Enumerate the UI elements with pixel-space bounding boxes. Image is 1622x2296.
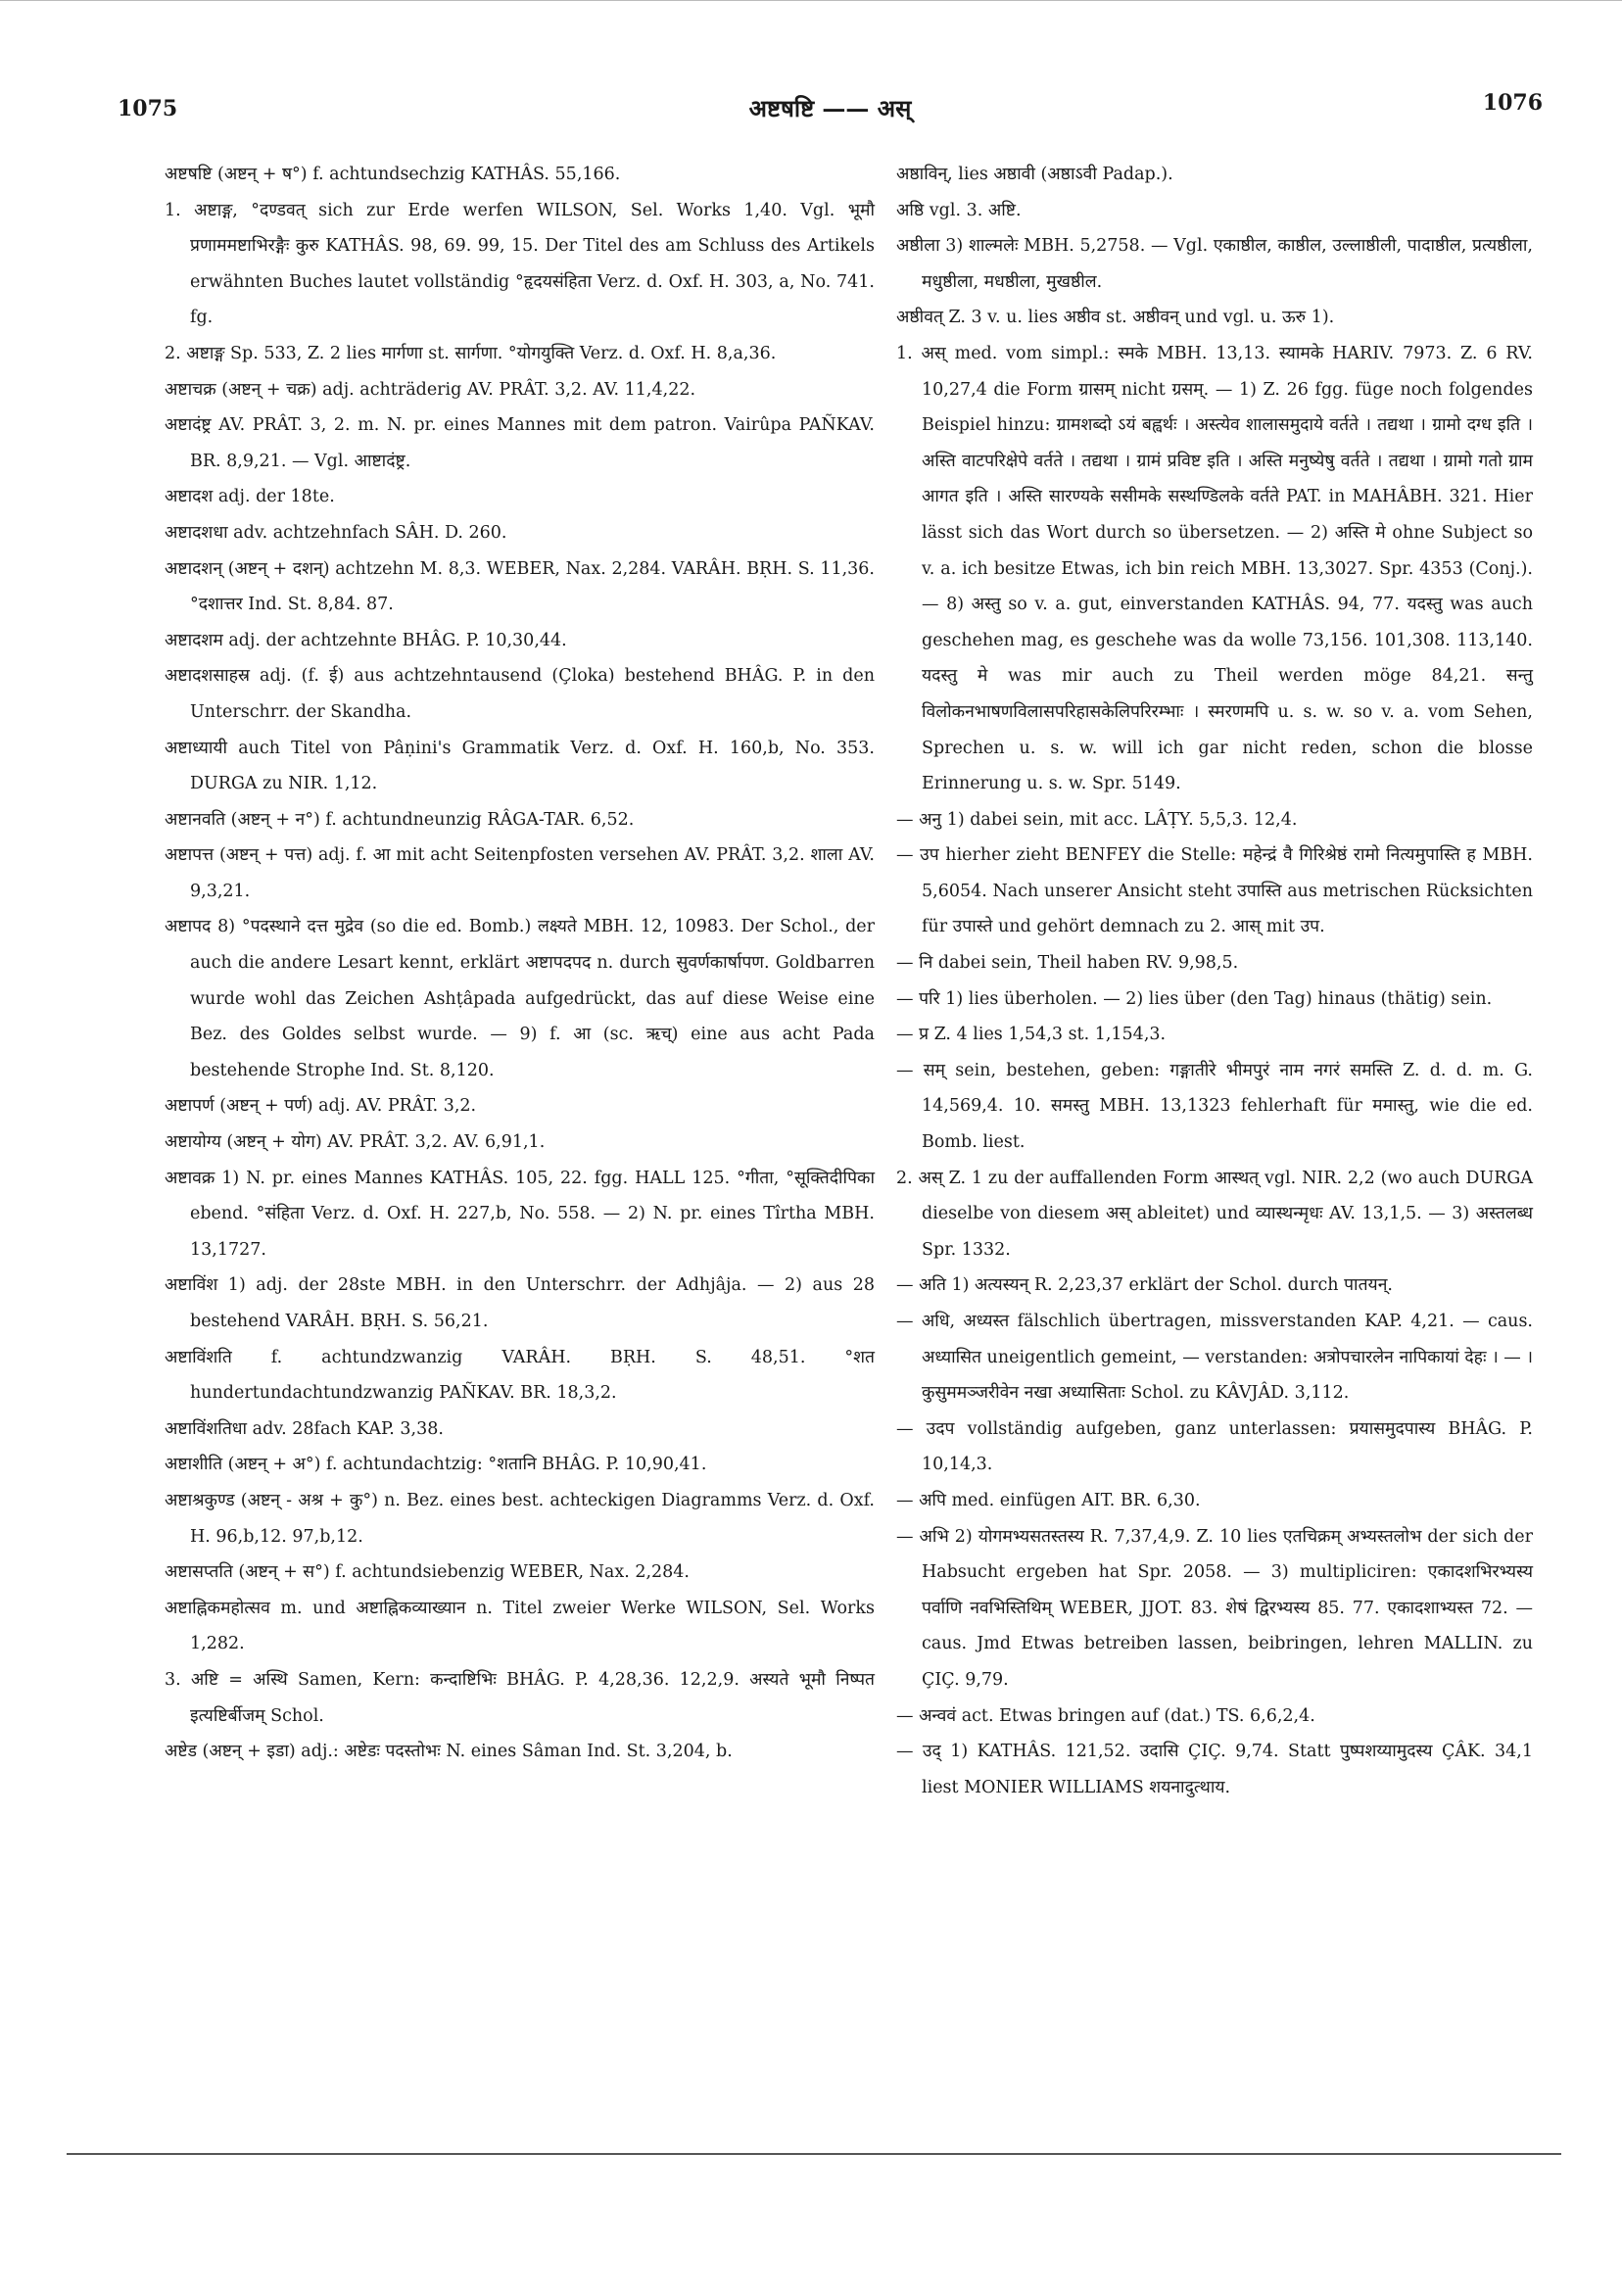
entry: अष्टाविंश 1) adj. der 28ste MBH. in den Unterschrr. der Adhjâja. — 2) aus 28 bestehend VARÂH. BṚH. S. 56,21. (165, 1275, 875, 1331)
entry: अष्टाश्रकुण्ड (अष्टन् - अश्र + कु°) n. Bez. eines best. achteckigen Diagramms Verz. d. Oxf. H. 96,b,12. 97,b,12. (165, 1490, 875, 1547)
entry: अष्टापर्ण (अष्टन् + पर्ण) adj. AV. PRÂT. 3,2. (165, 1096, 477, 1117)
entry: 2. अस् Z. 1 zu der auffallenden Form आस्थत् vgl. NIR. 2,2 (wo auch DURGA dieselbe von diesem अस् ableitet) und व्यास्थन्मृधः AV. 13,1,5. — 3) अस्तलब्ध Spr. 1332. (896, 1168, 1533, 1260)
page-number-left: 1075 (118, 96, 178, 121)
entry: अष्टाह्निकमहोत्सव m. und अष्टाह्निकव्याख्यान n. Titel zweier Werke WILSON, Sel. Works 1,282. (165, 1598, 875, 1654)
entry: 1. अष्टाङ्ग, °दण्डवत् sich zur Erde werfen WILSON, Sel. Works 1,40. Vgl. भूमौ प्रणाममष्टाभिरङ्गैः कुरु KATHÂS. 98, 69. 99, 15. Der Titel des am Schluss des Artikels erwähnten Buches lautet vollständig °हृदयसंहिता Verz. d. Oxf. H. 303, a, No. 741. fg. (165, 200, 875, 328)
entry: — सम् sein, bestehen, geben: गङ्गातीरे भीमपुरं नाम नगरं समस्ति Z. d. d. m. G. 14,569,4. 10. समस्तु MBH. 13,1323 fehlerhaft für ममास्तु, wie die ed. Bomb. liest. (896, 1060, 1533, 1153)
page-header (118, 90, 1543, 129)
entry: 2. अष्टाङ्ग Sp. 533, Z. 2 lies मार्गणा st. सार्गणा. °योगयुक्ति Verz. d. Oxf. H. 8,a,36. (165, 343, 777, 363)
entry: अष्टापद 8) °पदस्थाने दत्त मुद्रेव (so die ed. Bomb.) लक्ष्यते MBH. 12, 10983. Der Schol., der auch die andere Lesart kennt, erklärt अष्टापदपद n. durch सुवर्णकार्षापण. Goldbarren wurde wohl das Zeichen Ashṭâpada aufgedrückt, das auf diese Weise eine Bez. des Goldes selbst wurde. — 9) f. आ (sc. ऋच्) eine aus acht Pada bestehende Strophe Ind. St. 8,120. (165, 917, 875, 1080)
entry: अष्टाध्यायी auch Titel von Pâṇini's Grammatik Verz. d. Oxf. H. 160,b, No. 353. DURGA zu NIR. 1,12. (165, 738, 875, 794)
entry: अष्ठीला 3) शाल्मलेः MBH. 5,2758. — Vgl. एकाष्ठील, काष्ठील, उल्लाष्ठीली, पादाष्ठील, प्रत्यष्ठीला, मधुष्ठीला, मधष्ठीला, मुखष्ठील. (896, 236, 1533, 292)
bottom-rule (67, 2153, 1561, 2155)
entry: अष्टायोग्य (अष्टन् + योग) AV. PRÂT. 3,2. AV. 6,91,1. (165, 1132, 546, 1153)
page-number-right: 1076 (1482, 90, 1543, 116)
entry: अष्टाचक्र (अष्टन् + चक्र) adj. achträderig AV. PRÂT. 3,2. AV. 11,4,22. (165, 379, 696, 400)
entry: — परि 1) lies überholen. — 2) lies über (den Tag) hinaus (thätig) sein. (896, 988, 1493, 1009)
entry: — प्र Z. 4 lies 1,54,3 st. 1,154,3. (896, 1025, 1167, 1045)
entry: 1. अस् med. vom simpl.: स्मके MBH. 13,13. स्यामके HARIV. 7973. Z. 6 RV. 10,27,4 die Form ग्रासम् nicht ग्रसम्. — 1) Z. 26 fgg. füge noch folgendes Beispiel hinzu: ग्रामशब्दो ऽयं बह्वर्थः । अस्त्येव शालासमुदाये वर्तते । तद्यथा । ग्रामो दग्ध इति । अस्ति वाटपरिक्षेपे वर्तते । तद्यथा । ग्रामं प्रविष्ट इति । अस्ति मनुष्येषु वर्तते । तद्यथा । ग्रामो गतो ग्राम आगत इति । अस्ति सारण्यके ससीमके सस्थण्डिलके वर्तते PAT. in MAHÂBH. 321. Hier lässt sich das Wort durch so übersetzen. — 2) अस्ति मे ohne Subject so v. a. ich besitze Etwas, ich bin reich MBH. 13,3027. Spr. 4353 (Conj.). — 8) अस्तु so v. a. gut, einverstanden KATHÂS. 94, 77. यदस्तु was auch geschehen mag, es geschehe was da wolle 73,156. 101,308. 113,140. यदस्तु मे was mir auch zu Theil werden möge 84,21. सन्तु विलोकनभाषणविलासपरिहासकेलिपरिरम्भाः । स्मरणमपि u. s. w. so v. a. vom Sehen, Sprechen u. s. w. will ich gar nicht reden, schon die blosse Erinnerung u. s. w. Spr. 5149. (896, 343, 1533, 794)
entry: — उद् 1) KATHÂS. 121,52. उदासि ÇIÇ. 9,74. Statt पुष्पशय्यामुदस्य ÇÂK. 34,1 liest MONIER WILLIAMS शयनादुत्थाय. (896, 1742, 1533, 1797)
entry: — अति 1) अत्यस्यन् R. 2,23,37 erklärt der Schol. durch पातयन्. (896, 1275, 1393, 1296)
entry: अष्ठि vgl. 3. अष्टि. (896, 200, 1022, 220)
entry: अष्टाविंशतिधा adv. 28fach KAP. 3,38. (165, 1418, 444, 1439)
entry: अष्टषष्टि (अष्टन् + ष°) f. achtundsechzig KATHÂS. 55,166. (165, 165, 621, 184)
entry: — अन्ववं act. Etwas bringen auf (dat.) TS. 6,6,2,4. (896, 1705, 1315, 1726)
entry: — उदप vollständig aufgeben, ganz unterlassen: प्रयासमुदपास्य BHÂG. P. 10,14,3. (896, 1418, 1533, 1475)
entry: अष्टादशसाहस्र adj. (f. ई) aus achtzehntausend (Çloka) bestehend BHÂG. P. in den Unterschrr. der Skandha. (165, 666, 875, 722)
entry: 3. अष्टि = अस्थि Samen, Kern: कन्दाष्टिभिः BHÂG. P. 4,28,36. 12,2,9. अस्यते भूमौ निष्पत इत्यष्टिर्बीजम् Schol. (165, 1669, 875, 1726)
entry: अष्टाविंशति f. achtundzwanzig VARÂH. BṚH. S. 48,51. °शत hundertundachtundzwanzig PAÑKAV. BR. 18,3,2. (165, 1347, 875, 1404)
entry: अष्ठीवत् Z. 3 v. u. lies अष्ठीव st. अष्ठीवन् und vgl. u. ऊरु 1). (896, 308, 1335, 328)
entry: — अपि med. einfügen AIT. BR. 6,30. (896, 1490, 1201, 1510)
right-column (896, 157, 1533, 1805)
entry: — अभि 2) योगमभ्यसतस्तस्य R. 7,37,4,9. Z. 10 lies एतचिक्रम् अभ्यस्तलोभ der sich der Habsucht ergeben hat Spr. 2058. — 3) multipliciren: एकादशभिरभ्यस्य पर्वाणि नवभिस्तिथिम् WEBER, JJOT. 83. शेषं द्विरभ्यस्य 85. 77. एकादशाभ्यस्त 72. — caus. Jmd Etwas betreiben lassen, beibringen, lehren MALLIN. zu ÇIÇ. 9,79. (896, 1526, 1533, 1690)
entry: अष्टादशम adj. der achtzehnte BHÂG. P. 10,30,44. (165, 630, 567, 650)
entry: अष्टावक्र 1) N. pr. eines Mannes KATHÂS. 105, 22. fgg. HALL 125. °गीता, °सूक्तिदीपिका ebend. °संहिता Verz. d. Oxf. H. 227,b, No. 558. — 2) N. pr. eines Tîrtha MBH. 13,1727. (165, 1168, 875, 1260)
entry: अष्टासप्तति (अष्टन् + स°) f. achtundsiebenzig WEBER, Nax. 2,284. (165, 1562, 690, 1583)
entry: अष्टादशधा adv. achtzehnfach SÂH. D. 260. (165, 522, 507, 543)
entry: — नि dabei sein, Theil haben RV. 9,98,5. (896, 953, 1239, 974)
entry: अष्टादशन् (अष्टन् + दशन्) achtzehn M. 8,3. WEBER, Nax. 2,284. VARÂH. BṚH. S. 11,36. °दशात्तर Ind. St. 8,84. 87. (165, 558, 875, 615)
running-title: अष्टषष्टि —— अस् (748, 94, 912, 122)
entry: — अधि, अध्यस्त fälschlich übertragen, missverstanden KAP. 4,21. — caus. अध्यासित uneigentlich gemeint, — verstanden: अत्रोपचारलेन नापिकायां देहः । — । कुसुममञ्जरीवेन नखा अध्यासिताः Schol. zu KÂVJÂD. 3,112. (896, 1312, 1533, 1404)
entry: अष्टेड (अष्टन् + इडा) adj.: अष्टेडः पदस्तोभः N. eines Sâman Ind. St. 3,204, b. (165, 1742, 733, 1762)
entry: — उप hierher zieht BENFEY die Stelle: महेन्द्रं वै गिरिश्रेष्ठं रामो नित्यमुपास्ति ह MBH. 5,6054. Nach unserer Ansicht steht उपास्ति aus metrischen Rücksichten für उपास्ते und gehört demnach zu 2. आस् mit उप. (896, 845, 1533, 937)
entry: अष्ठाविन्, lies अष्ठावी (अष्ठाऽवी Padap.). (896, 165, 1173, 184)
entry: अष्टादश adj. der 18te. (165, 487, 335, 507)
entry: — अनु 1) dabei sein, mit acc. LÂṬY. 5,5,3. 12,4. (896, 809, 1298, 830)
entry: अष्टादंष्ट्र AV. PRÂT. 3, 2. m. N. pr. eines Mannes mit dem patron. Vairûpa PAÑKAV. BR. 8,9,21. — Vgl. आष्टादंष्ट्र. (165, 415, 875, 471)
scan-top-edge (0, 0, 1622, 1)
entry: अष्टापत्त (अष्टन् + पत्त) adj. f. आ mit acht Seitenpfosten versehen AV. PRÂT. 3,2. शाला AV. 9,3,21. (165, 845, 875, 901)
entry: अष्टानवति (अष्टन् + न°) f. achtundneunzig RÂGA-TAR. 6,52. (165, 809, 635, 830)
left-column (165, 157, 875, 1770)
entry: अष्टाशीति (अष्टन् + अ°) f. achtundachtzig: °शतानि BHÂG. P. 10,90,41. (165, 1455, 707, 1475)
